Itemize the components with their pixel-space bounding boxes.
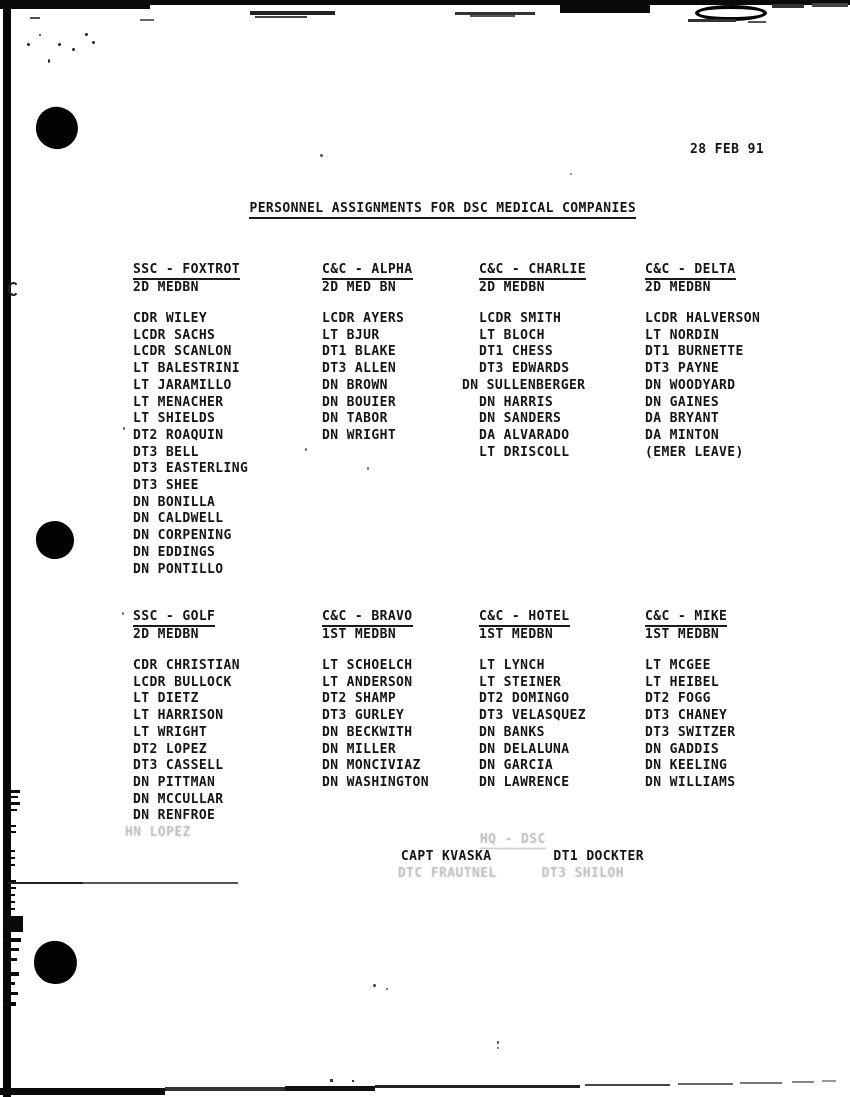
hq-faded-dt3: DT3 SHILOH <box>541 866 624 881</box>
roster-member: LT STEINER <box>479 674 562 690</box>
roster-member: LT BLOCH <box>479 327 545 343</box>
roster-member: DN HARRIS <box>479 394 554 410</box>
company-block-delta <box>645 262 760 461</box>
company-block-alpha <box>322 262 413 445</box>
roster-member: DN GARCIA <box>479 758 554 774</box>
roster-member: LT SHIELDS <box>133 411 216 427</box>
roster-member: DT3 EASTERLING <box>133 461 249 477</box>
roster-member: DN GAINES <box>645 394 720 410</box>
company-battalion: 2D MEDBN <box>645 280 711 295</box>
hq-title: HQ - DSC <box>479 832 546 847</box>
roster-member: DT3 PAYNE <box>645 361 720 377</box>
hq-staff-capt: CAPT KVASKA <box>400 849 492 864</box>
company-block-foxtrot <box>133 262 248 578</box>
roster-member: DN CORPENING <box>133 528 232 544</box>
hq-faded-dtc: DTC FRAUTNEL <box>397 866 497 881</box>
roster-member: DT3 SHEE <box>133 478 199 494</box>
roster-member: CDR CHRISTIAN <box>133 658 240 673</box>
roster-member: DT3 CASSELL <box>133 758 224 774</box>
roster-member: DT3 EDWARDS <box>479 361 570 377</box>
roster-member: DN WOODYARD <box>645 377 736 393</box>
roster-member: DN WRIGHT <box>322 427 397 443</box>
page-title-text: PERSONNEL ASSIGNMENTS FOR DSC MEDICAL COMPANIES <box>249 201 636 219</box>
roster-member: LCDR AYERS <box>322 311 405 326</box>
roster-member: LT HARRISON <box>133 708 224 724</box>
roster-member: DT1 CHESS <box>479 344 554 360</box>
company-battalion: 2D MEDBN <box>133 627 199 642</box>
roster-member: LT DIETZ <box>133 691 199 707</box>
roster-member: DT2 ROAQUIN <box>133 427 224 443</box>
roster-member: DN GADDIS <box>645 741 720 757</box>
roster-member: DN WASHINGTON <box>322 774 429 790</box>
roster-member: DN PITTMAN <box>133 774 216 790</box>
company-name: C&C - BRAVO <box>322 609 413 627</box>
roster-member: DN EDDINGS <box>133 544 216 560</box>
roster-member: LT MCGEE <box>645 658 711 673</box>
company-name: C&C - CHARLIE <box>479 262 586 280</box>
page-title <box>233 186 636 219</box>
punch-hole-bottom <box>32 939 79 986</box>
roster-member: DA MINTON <box>645 427 720 443</box>
roster-member: LCDR SCANLON <box>133 344 232 360</box>
company-battalion: 1ST MEDBN <box>645 627 720 642</box>
roster-member: CDR WILEY <box>133 311 208 326</box>
roster-member: DN PONTILLO <box>133 561 224 577</box>
roster-member: DT1 BURNETTE <box>645 344 744 360</box>
roster-member: DN DELALUNA <box>479 741 570 757</box>
company-name: C&C - DELTA <box>645 262 736 280</box>
roster-member: DT2 FOGG <box>645 691 711 707</box>
company-name: SSC - FOXTROT <box>133 262 240 280</box>
roster-member-faded: HN LOPEZ <box>125 825 191 841</box>
hq-faded-line <box>365 851 624 896</box>
roster-member: DT2 LOPEZ <box>133 741 208 757</box>
company-name: C&C - MIKE <box>645 609 727 627</box>
roster-member: DN MONCIVIAZ <box>322 758 421 774</box>
roster-member: DT2 SHAMP <box>322 691 397 707</box>
company-block-mike <box>645 609 736 792</box>
roster-member: DT3 VELASQUEZ <box>479 708 586 724</box>
roster-member: LT SCHOELCH <box>322 658 413 673</box>
roster-member: LCDR BULLOCK <box>133 674 232 690</box>
roster-member: DT3 CHANEY <box>645 708 728 724</box>
roster-member: LT ANDERSON <box>322 674 413 690</box>
roster-member: LT JARAMILLO <box>133 377 232 393</box>
roster-member: LT MENACHER <box>133 394 224 410</box>
punch-hole-middle <box>34 519 77 562</box>
company-name: SSC - GOLF <box>133 609 215 627</box>
roster-member: DN SANDERS <box>479 411 562 427</box>
company-battalion: 2D MED BN <box>322 280 397 295</box>
roster-member: DN BOUIER <box>322 394 397 410</box>
roster-member: DT3 ALLEN <box>322 361 397 377</box>
roster-member: DN CALDWELL <box>133 511 224 527</box>
roster-member: DT1 BLAKE <box>322 344 397 360</box>
roster-member: DN SULLENBERGER <box>462 377 586 393</box>
roster-member: DN BONILLA <box>133 494 216 510</box>
roster-member: (EMER LEAVE) <box>645 444 744 460</box>
company-name: C&C - ALPHA <box>322 262 413 280</box>
scan-curl-mark <box>8 282 19 296</box>
roster-member: LCDR HALVERSON <box>645 311 761 326</box>
roster-member: DN BROWN <box>322 377 388 393</box>
roster-member: LCDR SMITH <box>479 311 562 326</box>
roster-member: LT WRIGHT <box>133 724 208 740</box>
roster-member: DA BRYANT <box>645 411 720 427</box>
company-battalion: 2D MEDBN <box>133 280 199 295</box>
roster-member: DA ALVARADO <box>479 427 570 443</box>
company-battalion: 1ST MEDBN <box>479 627 554 642</box>
roster-member: LCDR SACHS <box>133 327 216 343</box>
document-date: 28 FEB 91 <box>690 142 765 157</box>
roster-member: DN KEELING <box>645 758 728 774</box>
roster-member: DT3 SWITZER <box>645 724 736 740</box>
company-block-charlie <box>462 262 586 461</box>
roster-member: DN LAWRENCE <box>479 774 570 790</box>
roster-member: DN BANKS <box>479 724 545 740</box>
roster-member: DT2 DOMINGO <box>479 691 570 707</box>
roster-member: DN RENFROE <box>133 808 216 824</box>
roster-member: LT BJUR <box>322 327 380 343</box>
company-block-bravo <box>322 609 429 792</box>
roster-member: LT LYNCH <box>479 658 545 673</box>
company-battalion: 1ST MEDBN <box>322 627 397 642</box>
roster-member: DN WILLIAMS <box>645 774 736 790</box>
roster-member: DN TABOR <box>322 411 388 427</box>
roster-member: DN MCCULLAR <box>133 791 224 807</box>
company-block-hotel <box>479 609 586 792</box>
hq-staff-dt1: DT1 DOCKTER <box>553 849 644 864</box>
roster-member: DT3 GURLEY <box>322 708 405 724</box>
company-block-golf <box>125 609 240 842</box>
company-battalion: 2D MEDBN <box>479 280 545 295</box>
company-name: C&C - HOTEL <box>479 609 570 627</box>
roster-member: LT DRISCOLL <box>479 444 570 460</box>
punch-hole-top <box>32 103 82 153</box>
roster-member: LT NORDIN <box>645 327 720 343</box>
roster-member: DT3 BELL <box>133 444 199 460</box>
roster-member: LT BALESTRINI <box>133 361 240 377</box>
roster-member: DN BECKWITH <box>322 724 413 740</box>
roster-member: LT HEIBEL <box>645 674 720 690</box>
roster-member: DN MILLER <box>322 741 397 757</box>
